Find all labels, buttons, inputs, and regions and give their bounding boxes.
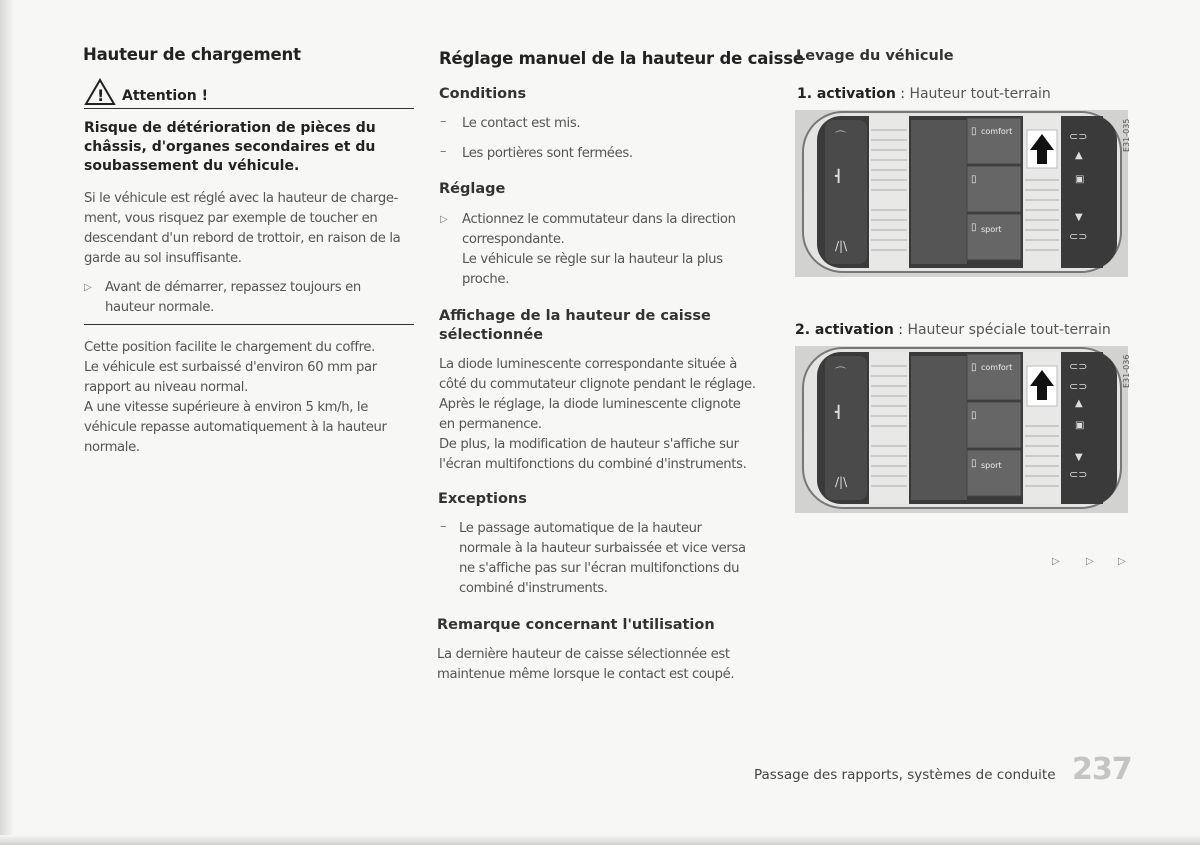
page-number: 237 xyxy=(1072,752,1132,787)
condition-item: Les portières sont fermées. xyxy=(462,146,633,161)
text-line: La dernière hauteur de caisse sélectionnée est xyxy=(437,647,730,662)
text-line: Le véhicule est surbaissé d'environ 60 mm par xyxy=(84,360,377,375)
text-line: l'écran multifonctions du combiné d'instruments. xyxy=(439,457,747,472)
text-line: côté du commutateur clignote pendant le réglage. xyxy=(439,377,756,392)
section-title-hauteur-chargement: Hauteur de chargement xyxy=(83,45,301,64)
text-line: maintenue même lorsque le contact est coupé. xyxy=(437,667,735,682)
figure-2-code: E31-036 xyxy=(1122,354,1131,388)
text-line: normale. xyxy=(84,440,140,455)
svg-text:▯: ▯ xyxy=(971,126,977,137)
text-line: proche. xyxy=(462,272,510,287)
text-line: Le véhicule se règle sur la hauteur la plus xyxy=(462,252,723,267)
bullet-triangle-icon: ▷ xyxy=(440,214,448,225)
section-title-reglage-manuel: Réglage manuel de la hauteur de caisse xyxy=(439,49,804,68)
text-line: normale à la hauteur surbaissée et vice versa xyxy=(459,541,746,556)
text-line: correspondante. xyxy=(462,232,565,247)
button-label-sport: sport xyxy=(981,225,1002,234)
heading-reglage: Réglage xyxy=(439,181,506,197)
button-label-sport: sport xyxy=(981,461,1002,470)
text-line: en permanence. xyxy=(439,417,542,432)
button-label-comfort: comfort xyxy=(981,363,1013,372)
activation-number: 2. activation xyxy=(795,322,894,338)
text-line: Actionnez le commutateur dans la direction xyxy=(462,212,736,227)
continue-arrow-icon: ▷ xyxy=(1086,556,1094,567)
warning-icon xyxy=(84,78,118,110)
warning-label: Attention ! xyxy=(122,88,209,104)
section-title-levage: Levage du véhicule xyxy=(796,48,954,64)
text-line: De plus, la modification de hauteur s'affiche sur xyxy=(439,437,739,452)
svg-text:▼: ▼ xyxy=(1075,452,1083,463)
svg-text:▯: ▯ xyxy=(971,410,977,421)
warning-rule-bottom xyxy=(84,324,414,325)
caption-separator: : xyxy=(893,322,908,338)
dash-bullet: – xyxy=(440,144,447,159)
svg-text:▯: ▯ xyxy=(971,174,977,185)
figure-1-caption xyxy=(797,86,1051,102)
svg-text:⊂⊃: ⊂⊃ xyxy=(1069,468,1088,481)
figure-1-switch-panel xyxy=(795,110,1128,277)
svg-text:▣: ▣ xyxy=(1075,174,1085,185)
text-line: combiné d'instruments. xyxy=(459,581,608,596)
svg-text:▣: ▣ xyxy=(1075,420,1085,431)
svg-text:!: ! xyxy=(97,86,105,105)
text-line: hauteur normale. xyxy=(105,300,214,315)
svg-text:⌒: ⌒ xyxy=(835,366,846,379)
svg-text:┫: ┫ xyxy=(835,169,843,183)
heading-conditions: Conditions xyxy=(439,86,527,102)
svg-text:⊂⊃: ⊂⊃ xyxy=(1069,130,1088,143)
exceptions-text xyxy=(459,519,779,599)
caption-separator: : xyxy=(895,86,910,102)
bullet-avant-demarrer xyxy=(105,278,405,318)
condition-item: Le contact est mis. xyxy=(462,116,581,131)
figure-2-caption xyxy=(795,322,1111,338)
text-line: Cette position facilite le chargement du coffre. xyxy=(84,340,376,355)
paragraph-charge xyxy=(84,189,424,269)
heading-exceptions: Exceptions xyxy=(438,491,527,507)
footer-section-title: Passage des rapports, systèmes de conduite xyxy=(754,767,1056,783)
activation-number: 1. activation xyxy=(797,86,896,102)
warning-rule-top xyxy=(84,108,414,109)
paragraph-coffre xyxy=(84,338,424,458)
text-line: La diode luminescente correspondante située à xyxy=(439,357,737,372)
svg-text:▯: ▯ xyxy=(971,362,977,373)
dash-bullet: – xyxy=(440,519,447,534)
svg-text:⊂⊃: ⊂⊃ xyxy=(1069,360,1088,373)
figure-2-switch-panel xyxy=(795,346,1128,513)
text-line: ne s'affiche pas sur l'écran multifonctions du xyxy=(459,561,740,576)
heading-affichage xyxy=(439,307,711,345)
text-line: rapport au niveau normal. xyxy=(84,380,248,395)
reglage-text xyxy=(462,210,772,290)
svg-text:┫: ┫ xyxy=(835,405,843,419)
svg-text:▯: ▯ xyxy=(971,458,977,469)
text-line: descendant d'un rebord de trottoir, en raison de la xyxy=(84,231,401,246)
heading-line: Affichage de la hauteur de caisse xyxy=(439,308,711,324)
svg-text:/|\: /|\ xyxy=(835,239,848,253)
bullet-triangle-icon: ▷ xyxy=(84,282,92,293)
page-edge xyxy=(0,0,14,845)
continue-arrow-icon: ▷ xyxy=(1052,556,1060,567)
svg-text:▼: ▼ xyxy=(1075,212,1083,223)
affichage-text xyxy=(439,355,779,475)
remarque-text xyxy=(437,645,777,685)
warning-text: Risque de détérioration de pièces du châssis, d'organes secondaires et du soubassement du véhicule. xyxy=(84,120,376,174)
svg-text:▯: ▯ xyxy=(971,222,977,233)
text-line: Avant de démarrer, repassez toujours en xyxy=(105,280,361,295)
svg-text:▲: ▲ xyxy=(1075,398,1083,409)
svg-text:⌒: ⌒ xyxy=(835,130,846,143)
text-line: Le passage automatique de la hauteur xyxy=(459,521,702,536)
caption-text: Hauteur spéciale tout-terrain xyxy=(907,322,1111,338)
svg-text:▲: ▲ xyxy=(1075,150,1083,161)
dash-bullet: – xyxy=(440,114,447,129)
bottom-edge xyxy=(0,835,1200,845)
text-line: Après le réglage, la diode luminescente clignote xyxy=(439,397,741,412)
figure-1-code: E31-035 xyxy=(1122,118,1131,152)
text-line: ment, vous risquez par exemple de toucher en xyxy=(84,211,378,226)
heading-line: sélectionnée xyxy=(439,327,544,343)
svg-text:⊂⊃: ⊂⊃ xyxy=(1069,380,1088,393)
continue-arrow-icon: ▷ xyxy=(1118,556,1126,567)
svg-text:/|\: /|\ xyxy=(835,475,848,489)
svg-text:⊂⊃: ⊂⊃ xyxy=(1069,230,1088,243)
text-line: Si le véhicule est réglé avec la hauteur de charge- xyxy=(84,191,399,206)
heading-remarque: Remarque concernant l'utilisation xyxy=(437,617,715,633)
caption-text: Hauteur tout-terrain xyxy=(909,86,1051,102)
button-label-comfort: comfort xyxy=(981,127,1013,136)
text-line: véhicule repasse automatiquement à la hauteur xyxy=(84,420,387,435)
text-line: garde au sol insuffisante. xyxy=(84,251,242,266)
text-line: A une vitesse supérieure à environ 5 km/h, le xyxy=(84,400,368,415)
